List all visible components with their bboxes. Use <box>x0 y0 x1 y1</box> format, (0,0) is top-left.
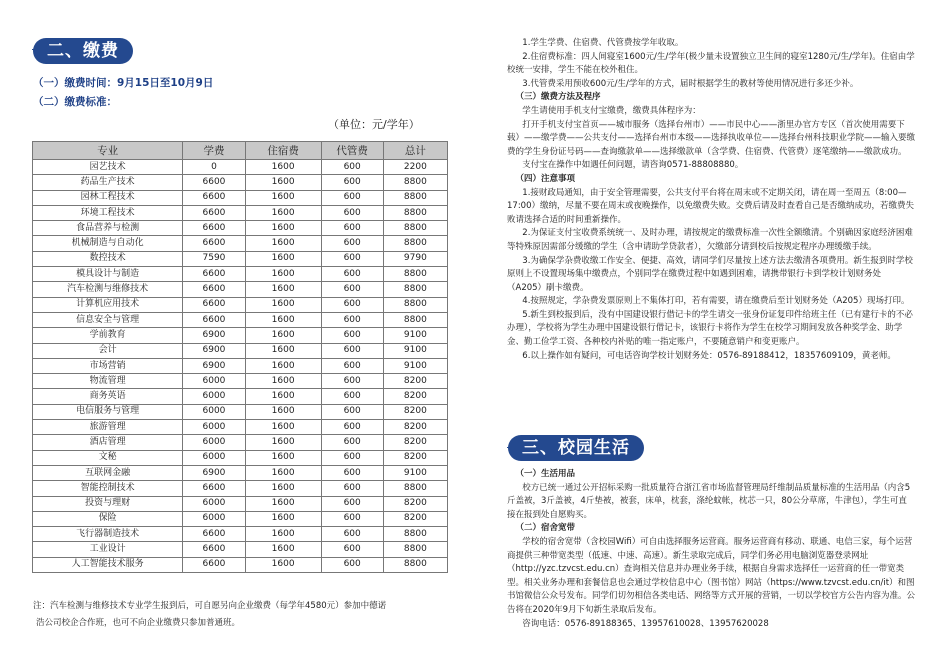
fee-cell: 1600 <box>245 511 321 526</box>
table-row <box>33 374 448 389</box>
fee-cell: 8800 <box>383 175 447 190</box>
fee-cell: 6000 <box>183 389 245 404</box>
major-cell: 药品生产技术 <box>33 175 183 190</box>
column-header: 学费 <box>183 142 245 160</box>
campus-life-block <box>507 468 915 631</box>
fee-cell: 0 <box>183 160 245 175</box>
fee-cell: 6600 <box>183 205 245 220</box>
major-cell: 酒店管理 <box>33 435 183 450</box>
fee-cell: 600 <box>321 205 383 220</box>
paragraph: 4.按照规定，学杂费发票原则上不集体打印，若有需要，请在缴费后至计划财务处（A205）现场打印。 <box>522 296 910 307</box>
fee-cell: 1600 <box>245 205 321 220</box>
fee-cell: 1600 <box>245 374 321 389</box>
fee-cell: 1600 <box>245 160 321 175</box>
major-cell: 互联网金融 <box>33 465 183 480</box>
table-row <box>33 557 448 572</box>
fee-cell: 1600 <box>245 496 321 511</box>
table-row <box>33 358 448 373</box>
table-row <box>33 496 448 511</box>
fee-cell: 8200 <box>383 450 447 465</box>
fee-cell: 6600 <box>183 527 245 542</box>
fee-cell: 6900 <box>183 343 245 358</box>
fee-cell: 600 <box>321 297 383 312</box>
table-row <box>33 542 448 557</box>
fee-cell: 600 <box>321 542 383 557</box>
column-header: 总计 <box>383 142 447 160</box>
fee-cell: 6000 <box>183 450 245 465</box>
fee-cell: 6000 <box>183 420 245 435</box>
fee-cell: 600 <box>321 221 383 236</box>
table-row <box>33 221 448 236</box>
paragraph: 支付宝在操作中如遇任何问题，请咨询0571-88808880。 <box>522 160 744 171</box>
fee-cell: 9100 <box>383 343 447 358</box>
subheading-method: （三）缴费方法及程序 <box>515 92 601 103</box>
column-header: 专业 <box>33 142 183 160</box>
fee-cell: 2200 <box>383 160 447 175</box>
paragraph: 打开手机支付宝首页——城市服务（选择台州市）——市民中心——浙里办官方专区（首次使用需要下载）——缴学费——公共支付——选择台州市本级——选择执收单位——选择台州科技职业学院——输入要缴费的学生身份证号码——查询缴款单——选择缴款单（含学费、住宿费、代管费）逐笔缴纳——缴款成功。 <box>507 119 916 157</box>
paragraph: 3.为确保学杂费收缴工作安全、便捷、高效，请同学们尽量按上述方法去缴清各项费用。新生报到时学校原则上不设置现场集中缴费点，个别同学在缴费过程中如遇到困难，请携带银行卡到学校计划财务处（A205）刷卡缴费。 <box>507 255 913 293</box>
fee-cell: 6600 <box>183 282 245 297</box>
fee-cell: 1600 <box>245 481 321 496</box>
fee-cell: 1600 <box>245 282 321 297</box>
fee-cell: 8200 <box>383 511 447 526</box>
subheading-supplies: （一）生活用品 <box>515 469 576 479</box>
section-title-campus-life: 三、校园生活 <box>508 435 644 461</box>
fee-cell: 6600 <box>183 557 245 572</box>
contact-line: 咨询电话：0576-89188365、13957610028、13957620028 <box>522 618 769 629</box>
major-cell: 保险 <box>33 511 183 526</box>
fee-cell: 8800 <box>383 557 447 572</box>
fee-cell: 8200 <box>383 435 447 450</box>
fee-cell: 6600 <box>183 175 245 190</box>
paragraph: 1.学生学费、住宿费、代管费按学年收取。 <box>522 38 684 48</box>
major-cell: 投资与理财 <box>33 496 183 511</box>
fee-cell: 600 <box>321 465 383 480</box>
fee-cell: 6000 <box>183 374 245 389</box>
fee-cell: 6600 <box>183 312 245 327</box>
fee-cell: 600 <box>321 481 383 496</box>
major-cell: 物流管理 <box>33 374 183 389</box>
fee-cell: 6900 <box>183 358 245 373</box>
fee-cell: 600 <box>321 160 383 175</box>
paragraph: 2.住宿费标准：四人间寝室1600元/生/学年(极少量未设置独立卫生间的寝室1280元/生/学年)。住宿由学校统一安排，学生不能在校外租住。 <box>507 51 915 76</box>
major-cell: 学前教育 <box>33 328 183 343</box>
fee-cell: 8800 <box>383 542 447 557</box>
fee-cell: 8800 <box>383 282 447 297</box>
fee-cell: 600 <box>321 236 383 251</box>
major-cell: 模具设计与制造 <box>33 267 183 282</box>
fee-cell: 8200 <box>383 374 447 389</box>
table-row <box>33 404 448 419</box>
fee-cell: 6600 <box>183 267 245 282</box>
table-row <box>33 267 448 282</box>
table-header-row <box>33 142 448 160</box>
table-row <box>33 328 448 343</box>
fee-cell: 1600 <box>245 297 321 312</box>
paragraph: 5.新生到校报到后，没有中国建设银行借记卡的学生请交一张身份证复印件给班主任（已有建行卡的不必办理），学校将为学生办理中国建设银行借记卡，该银行卡将作为学生在校学习期间发放各种奖学金、助学金、勤工俭学工资、各种校内补贴的唯一指定账户，不要随意销户和变更账户。 <box>507 309 913 348</box>
fee-cell: 1600 <box>245 527 321 542</box>
table-row <box>33 511 448 526</box>
fee-cell: 600 <box>321 404 383 419</box>
major-cell: 会计 <box>33 343 183 358</box>
major-cell: 汽车检测与维修技术 <box>33 282 183 297</box>
fee-cell: 600 <box>321 511 383 526</box>
paragraph: 3.代管费采用预收600元/生/学年的方式，届时根据学生的教材等使用情况进行多还少补。 <box>522 78 859 89</box>
major-cell: 文秘 <box>33 450 183 465</box>
fee-cell: 600 <box>321 282 383 297</box>
fee-cell: 1600 <box>245 343 321 358</box>
fee-cell: 1600 <box>245 358 321 373</box>
paragraph: 校方已统一通过公开招标采购一批质量符合浙江省市场监督管理局纤维制品质量标准的生活用品（内含5斤盖被，3斤盖被，4斤垫被，被套，床单，枕套，涤纶蚊帐，枕芯一只，80公分草席，牛津包），学生可直接在报到处自愿购买。 <box>507 482 911 520</box>
fee-cell: 600 <box>321 450 383 465</box>
major-cell: 商务英语 <box>33 389 183 404</box>
fee-cell: 600 <box>321 420 383 435</box>
subheading-notes: （四）注意事项 <box>515 173 576 184</box>
fee-cell: 600 <box>321 496 383 511</box>
major-cell: 电信服务与管理 <box>33 404 183 419</box>
fee-cell: 8800 <box>383 297 447 312</box>
major-cell: 机械制造与自动化 <box>33 236 183 251</box>
fee-cell: 8800 <box>383 236 447 251</box>
fee-cell: 6600 <box>183 297 245 312</box>
fee-cell: 1600 <box>245 221 321 236</box>
fee-cell: 600 <box>321 190 383 205</box>
table-row <box>33 465 448 480</box>
fee-cell: 8800 <box>383 205 447 220</box>
fee-table-body <box>33 160 448 573</box>
fee-cell: 1600 <box>245 328 321 343</box>
fee-cell: 8800 <box>383 221 447 236</box>
major-cell: 飞行器制造技术 <box>33 527 183 542</box>
fee-cell: 1600 <box>245 465 321 480</box>
fee-cell: 600 <box>321 389 383 404</box>
major-cell: 食品营养与检测 <box>33 221 183 236</box>
fee-cell: 9100 <box>383 465 447 480</box>
fee-cell: 600 <box>321 175 383 190</box>
fee-cell: 600 <box>321 374 383 389</box>
fee-cell: 600 <box>321 435 383 450</box>
fee-cell: 6600 <box>183 190 245 205</box>
fee-cell: 1600 <box>245 312 321 327</box>
table-row <box>33 160 448 175</box>
table-row <box>33 297 448 312</box>
table-row <box>33 481 448 496</box>
paragraph: 2.为保证支付宝收费系统统一、及时办理，请按规定的缴费标准一次性全额缴清。个别确因家庭经济困难等特殊原因需部分缓缴的学生（含申请助学贷款者），欠缴部分请到校后按规定程序办理缓缴手续。 <box>507 228 913 252</box>
fee-cell: 1600 <box>245 404 321 419</box>
table-row <box>33 236 448 251</box>
fee-cell: 6000 <box>183 511 245 526</box>
fee-cell: 9100 <box>383 328 447 343</box>
table-row <box>33 175 448 190</box>
fee-table <box>32 141 448 573</box>
fee-cell: 600 <box>321 267 383 282</box>
fee-cell: 1600 <box>245 175 321 190</box>
major-cell: 数控技术 <box>33 251 183 266</box>
table-note <box>33 598 453 632</box>
fee-cell: 6600 <box>183 236 245 251</box>
fee-cell: 8200 <box>383 496 447 511</box>
payment-time-label: （一）缴费时间：9月15日至10月9日 <box>33 77 214 89</box>
fee-cell: 1600 <box>245 236 321 251</box>
payment-standard-label: （二）缴费标准： <box>33 96 117 108</box>
fee-cell: 6900 <box>183 465 245 480</box>
note-line: 注：汽车检测与维修技术专业学生报到后，可自愿另向企业缴费（每学年4580元）参加中德诺 <box>33 601 387 611</box>
fee-cell: 6600 <box>183 481 245 496</box>
fee-cell: 1600 <box>245 435 321 450</box>
fee-cell: 8800 <box>383 190 447 205</box>
section-title-payment: 二、缴费 <box>33 38 133 64</box>
fee-cell: 1600 <box>245 389 321 404</box>
major-cell: 工业设计 <box>33 542 183 557</box>
unit-label: （单位：元/学年） <box>328 118 420 131</box>
fee-cell: 9100 <box>383 358 447 373</box>
fee-cell: 8200 <box>383 389 447 404</box>
fee-cell: 600 <box>321 343 383 358</box>
fee-cell: 6000 <box>183 496 245 511</box>
fee-cell: 8800 <box>383 481 447 496</box>
table-row <box>33 205 448 220</box>
major-cell: 信息安全与管理 <box>33 312 183 327</box>
fee-cell: 6600 <box>183 221 245 236</box>
major-cell: 旅游管理 <box>33 420 183 435</box>
fee-cell: 9790 <box>383 251 447 266</box>
table-row <box>33 450 448 465</box>
fee-cell: 1600 <box>245 267 321 282</box>
major-cell: 智能控制技术 <box>33 481 183 496</box>
paragraph: 6.以上操作如有疑问，可电话咨询学校计划财务处：0576-89188412，18357609109，黄老师。 <box>522 350 896 361</box>
fee-cell: 8200 <box>383 420 447 435</box>
major-cell: 园艺技术 <box>33 160 183 175</box>
table-row <box>33 435 448 450</box>
fee-cell: 600 <box>321 251 383 266</box>
major-cell: 园林工程技术 <box>33 190 183 205</box>
fee-cell: 1600 <box>245 557 321 572</box>
fee-cell: 1600 <box>245 450 321 465</box>
major-cell: 市场营销 <box>33 358 183 373</box>
fee-cell: 7590 <box>183 251 245 266</box>
fee-cell: 1600 <box>245 420 321 435</box>
column-header: 住宿费 <box>245 142 321 160</box>
fee-cell: 1600 <box>245 542 321 557</box>
major-cell: 计算机应用技术 <box>33 297 183 312</box>
payment-notes-block <box>507 37 915 363</box>
table-row <box>33 527 448 542</box>
fee-cell: 600 <box>321 312 383 327</box>
note-line: 浩公司校企合作班，也可不向企业缴费只参加普通班。 <box>36 618 241 628</box>
major-cell: 环境工程技术 <box>33 205 183 220</box>
fee-cell: 600 <box>321 328 383 343</box>
column-header: 代管费 <box>321 142 383 160</box>
table-row <box>33 389 448 404</box>
paragraph: 1.接财政局通知，由于安全管理需要，公共支付平台将在周末或不定期关闭，请在周一至周五（8:00—17:00）缴纳，尽量不要在周末或夜晚操作，以免缴费失败。交费后请及时查看自己是否缴纳成功，若缴费失败请选择合适的时间重新操作。 <box>507 187 915 225</box>
fee-cell: 6000 <box>183 404 245 419</box>
fee-cell: 6000 <box>183 435 245 450</box>
table-row <box>33 312 448 327</box>
major-cell: 人工智能技术服务 <box>33 557 183 572</box>
table-row <box>33 282 448 297</box>
fee-cell: 600 <box>321 527 383 542</box>
fee-cell: 8800 <box>383 267 447 282</box>
table-row <box>33 190 448 205</box>
fee-cell: 1600 <box>245 251 321 266</box>
subheading-broadband: （二）宿舍宽带 <box>515 523 576 534</box>
table-row <box>33 343 448 358</box>
table-row <box>33 420 448 435</box>
fee-cell: 8200 <box>383 404 447 419</box>
fee-cell: 6600 <box>183 542 245 557</box>
fee-cell: 8800 <box>383 527 447 542</box>
table-row <box>33 251 448 266</box>
fee-cell: 8800 <box>383 312 447 327</box>
paragraph: 学校的宿舍宽带（含校园Wifi）可自由选择服务运营商。服务运营商有移动、联通、电信三家，每个运营商提供三种带宽类型（低速、中速、高速）。新生录取完成后，同学们务必用电脑浏览器登录网址（http://yzc.tzvcst.edu.cn）查询相关信息并办理业务手续，根据自身需求选择任一运营商的任一带宽类型。相关业务办理和套餐信息也会通过学校信息中心（图书馆）网站（https://www.tzvcst.edu.cn/it）和图书馆微信公众号发布。同学们切勿相信各类电话、网络等方式开展的营销，一切以学校官方公告内容为准。公告将在2020年9月下旬新生录取后发布。 <box>507 536 916 615</box>
fee-cell: 6900 <box>183 328 245 343</box>
paragraph: 学生请使用手机支付宝缴费，缴费具体程序为： <box>522 105 701 116</box>
fee-cell: 600 <box>321 358 383 373</box>
fee-cell: 600 <box>321 557 383 572</box>
fee-cell: 1600 <box>245 190 321 205</box>
